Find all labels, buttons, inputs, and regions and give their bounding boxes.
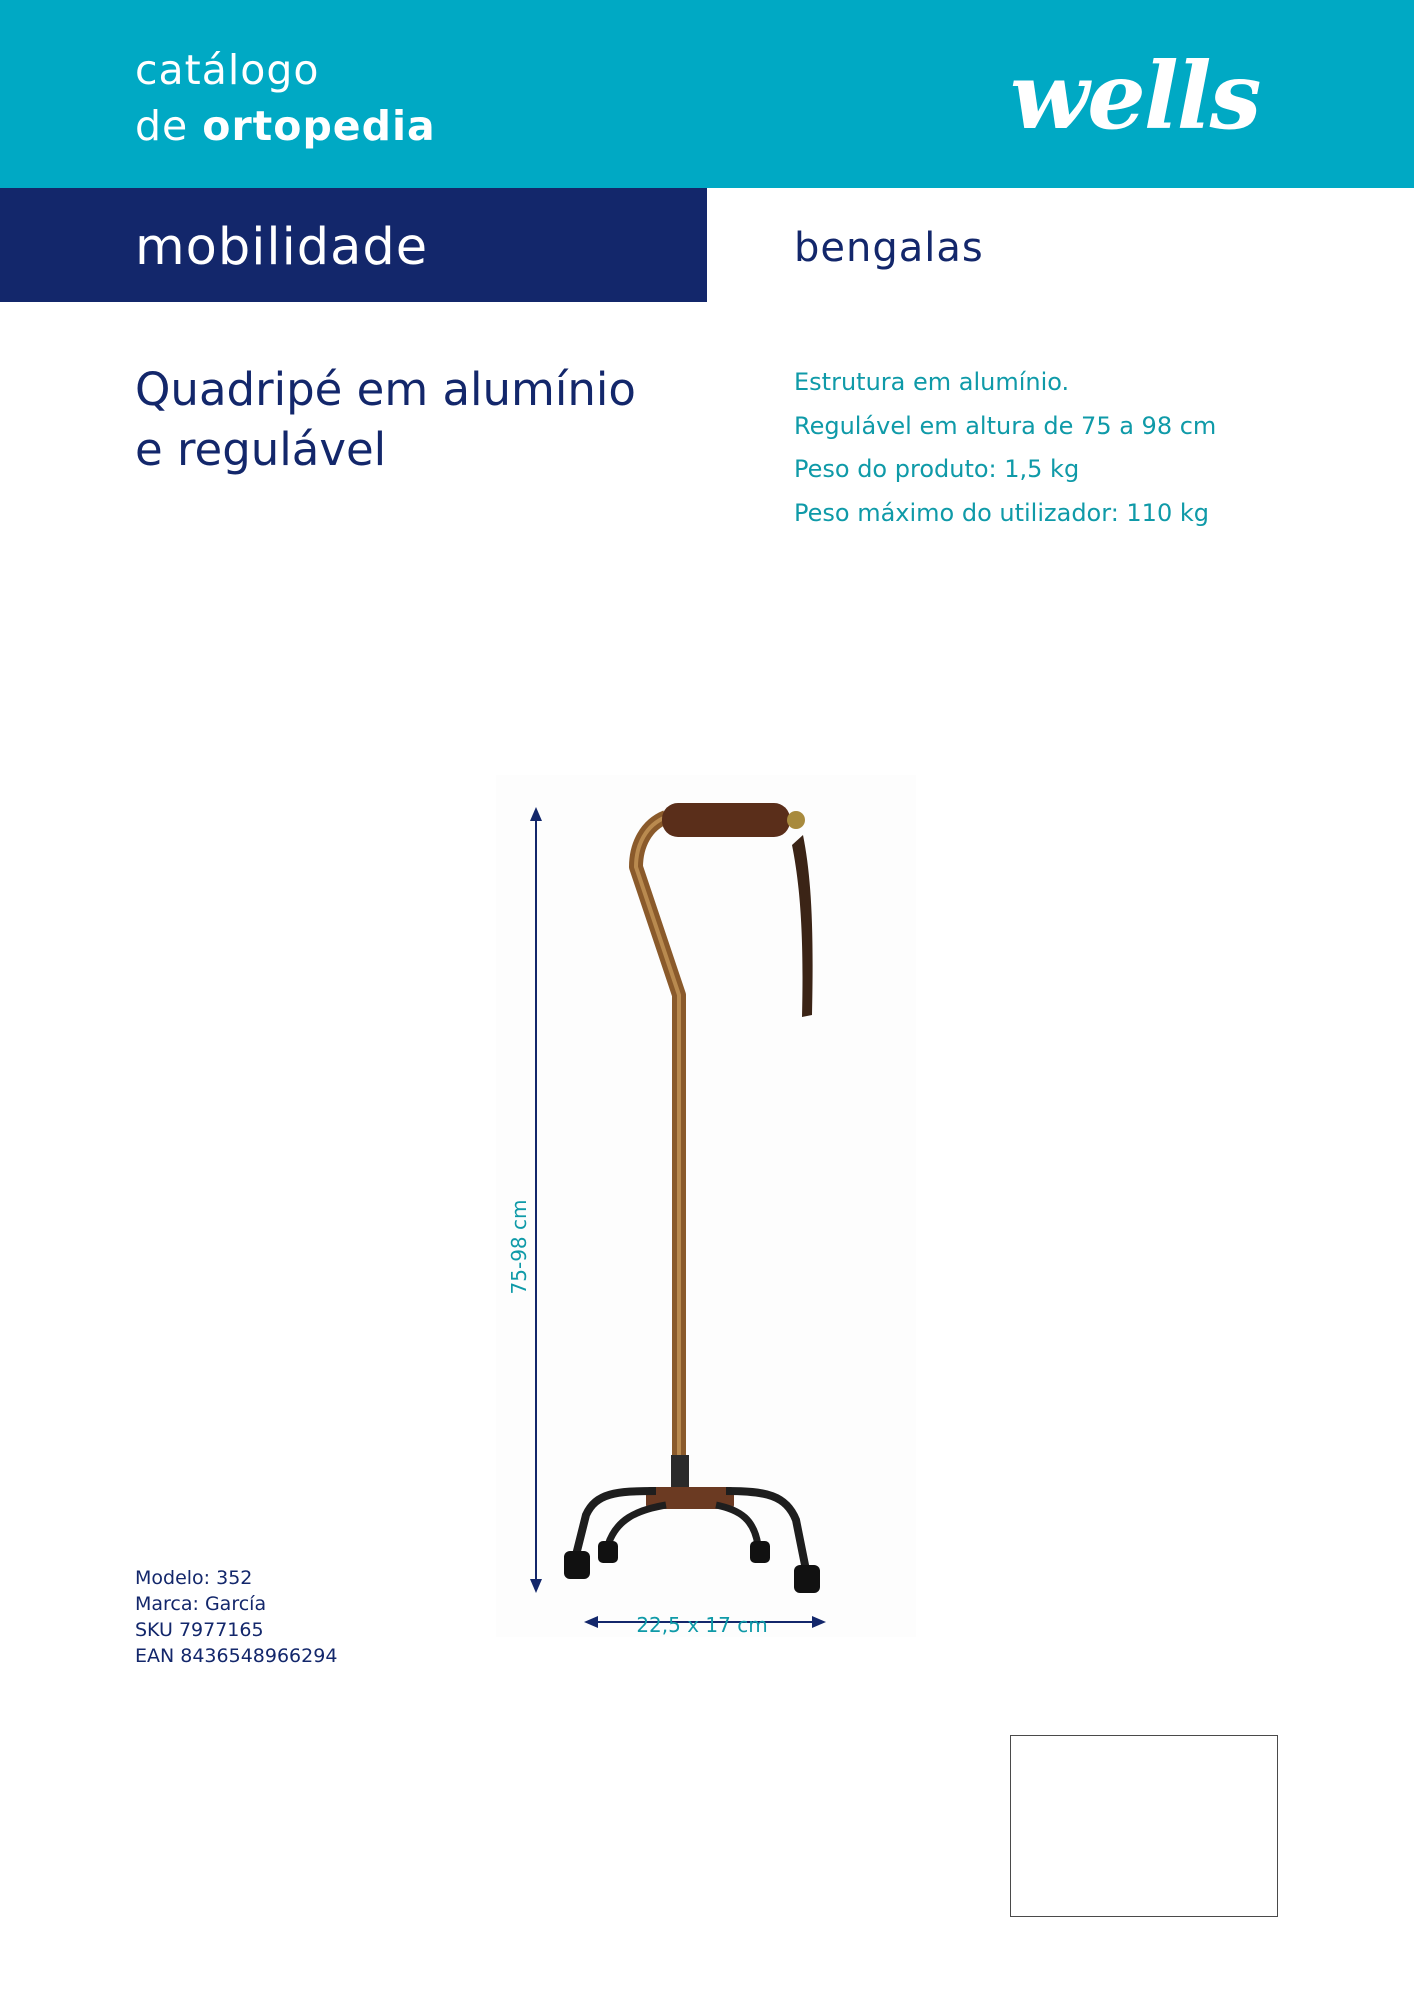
brand-text: Marca: García [135, 1593, 267, 1615]
catalog-title-line1: catálogo [135, 46, 320, 94]
height-dimension-label: 75-98 cm [507, 1199, 531, 1295]
catalog-title-prefix: de [135, 102, 203, 150]
price-box [1010, 1735, 1278, 1917]
category-label: mobilidade [135, 218, 429, 277]
catalog-title-line2 [135, 98, 436, 154]
catalog-title [135, 42, 436, 154]
product-info [135, 1565, 337, 1669]
subcategory-label: bengalas [794, 225, 984, 271]
product-title-line1: Quadripé em alumínio [135, 363, 636, 416]
spec-item: Peso do produto: 1,5 kg [794, 455, 1080, 483]
wells-logo: wells [1010, 42, 1260, 150]
spec-item: Estrutura em alumínio. [794, 368, 1070, 396]
base-dimension-label: 22,5 x 17 cm [636, 1613, 768, 1637]
product-title-line2: e regulável [135, 423, 387, 476]
spec-item: Regulável em altura de 75 a 98 cm [794, 411, 1217, 440]
product-image [496, 775, 916, 1637]
product-title [135, 360, 755, 480]
sku-text: SKU 7977165 [135, 1619, 264, 1641]
product-specs [794, 361, 1216, 535]
ean-text: EAN 8436548966294 [135, 1645, 338, 1667]
catalog-title-bold: ortopedia [202, 102, 436, 150]
model-text: Modelo: 352 [135, 1567, 253, 1589]
spec-item: Peso máximo do utilizador: 110 kg [794, 498, 1209, 527]
